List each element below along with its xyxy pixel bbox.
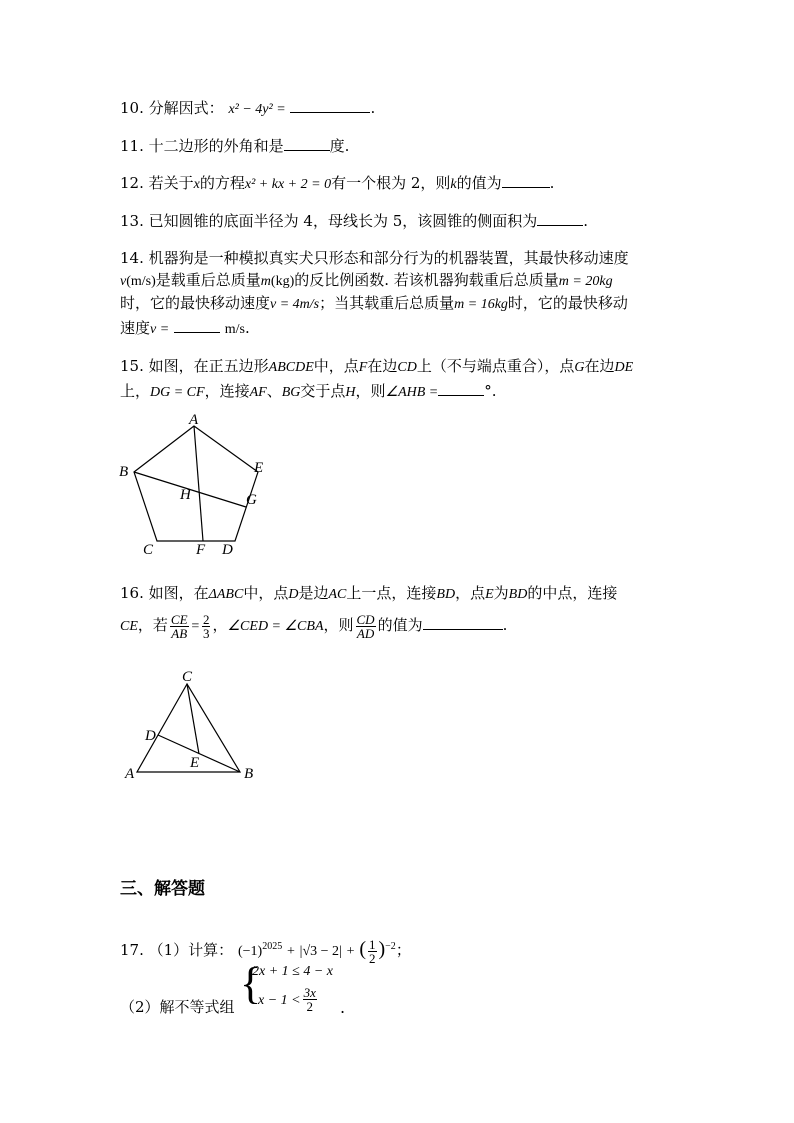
punctuation: . — [244, 319, 250, 337]
question-text: ，则 — [323, 616, 354, 634]
point-label-f: F — [196, 542, 206, 558]
numerator: CD — [356, 611, 375, 627]
math-var: m — [260, 274, 271, 289]
question-text: 在边 — [584, 357, 615, 375]
question-text: 的值为 — [377, 616, 423, 634]
math-var: H — [345, 385, 356, 400]
answer-blank — [290, 98, 370, 113]
question-text: 若关于 — [148, 174, 194, 192]
question-text: 上一点，连接 — [346, 584, 437, 602]
question-text: 有一个根为 2，则 — [331, 174, 451, 192]
vertex-label-b: B — [119, 464, 129, 480]
fraction-ce-ab — [170, 613, 189, 640]
question-14-line-2 — [120, 270, 613, 292]
math-var: D — [288, 587, 299, 602]
question-13 — [120, 211, 588, 231]
question-text: 的中点，连接 — [527, 584, 618, 602]
question-text: 的方程 — [199, 174, 245, 192]
question-text: 如图，在 — [148, 584, 209, 602]
question-15-line-1 — [120, 356, 633, 378]
vertex-label-c: C — [182, 669, 193, 685]
math-var: v — [120, 274, 127, 289]
vertex-label-c: C — [143, 542, 154, 558]
question-11 — [120, 136, 349, 156]
question-10 — [120, 98, 375, 120]
question-14-line-3 — [120, 293, 628, 315]
question-14-line-1 — [120, 248, 629, 268]
vertex-label-a: A — [189, 412, 199, 428]
point-label-g: G — [246, 492, 257, 508]
question-text: （2）解不等式组 — [120, 998, 235, 1016]
answer-blank — [284, 136, 330, 151]
question-number: 13. — [120, 212, 144, 230]
vertex-label-e: E — [254, 460, 264, 476]
math-expression: x − 1 < — [258, 993, 301, 1008]
question-text: 已知圆锥的底面半径为 4，母线长为 5，该圆锥的侧面积为 — [148, 212, 538, 230]
question-16-line-1 — [120, 583, 617, 605]
math-var: CE — [120, 619, 138, 634]
question-text: 机器狗是一种模拟真实犬只形态和部分行为的机器装置，其最快移动速度 — [148, 249, 629, 267]
question-text-end: 度. — [329, 137, 350, 155]
vertex-label-b: B — [244, 766, 254, 782]
numerator: 3x — [303, 985, 316, 1000]
question-number: 15. — [120, 357, 144, 375]
inequality-2 — [258, 986, 319, 1013]
question-text: ，则 — [355, 382, 386, 400]
question-text: 分解因式： — [148, 99, 224, 117]
math-var: G — [574, 360, 585, 375]
math-expression: m = 20kg — [558, 274, 613, 289]
pentagon-figure — [110, 410, 280, 560]
math-var: BD — [436, 587, 456, 602]
question-number: 10. — [120, 99, 144, 117]
fraction-two-thirds — [202, 613, 211, 640]
math-expression: ∠AHB = — [385, 385, 439, 400]
math-var: BG — [281, 385, 301, 400]
question-text: 的值为 — [456, 174, 502, 192]
triangle-figure — [120, 668, 270, 786]
unit: m/s — [224, 322, 245, 337]
math-expression: m = 16kg — [454, 297, 508, 312]
question-text: ， — [212, 616, 228, 634]
math-var: AC — [328, 587, 347, 602]
fraction-one-half — [368, 938, 377, 965]
math-var: BD — [508, 587, 528, 602]
brace: { — [240, 959, 262, 1008]
math-expression: ∠CED = ∠CBA — [227, 619, 324, 634]
question-number: 12. — [120, 174, 144, 192]
question-text: 速度 — [120, 319, 151, 337]
question-text: 如图，在正五边形 — [148, 357, 269, 375]
section-heading: 三、解答题 — [120, 879, 205, 899]
punctuation: . — [502, 616, 508, 634]
segment-af — [194, 426, 203, 541]
punctuation: . — [583, 212, 589, 230]
point-label-h: H — [180, 487, 191, 503]
question-text: ，若 — [137, 616, 168, 634]
numerator: 2 — [202, 611, 210, 627]
question-number: 11. — [120, 137, 144, 155]
denominator: 2 — [369, 950, 376, 966]
denominator: 3 — [202, 625, 210, 641]
question-text: 是载重后总质量 — [155, 271, 261, 289]
question-text: 十二边形的外角和是 — [148, 137, 284, 155]
question-17-part-1 — [120, 932, 411, 967]
fraction-cd-ad — [356, 613, 376, 640]
question-text: 的反比例函数. 若该机器狗载重后总质量 — [294, 271, 559, 289]
math-var: AF — [249, 385, 267, 400]
unit: (kg) — [270, 274, 295, 289]
paren-close: ) — [378, 938, 386, 960]
vertex-label-a: A — [125, 766, 135, 782]
math-var: ABCDE — [268, 360, 314, 375]
question-text: 上， — [120, 382, 151, 400]
point-label-d: D — [145, 728, 156, 744]
question-text: 中，点 — [313, 357, 359, 375]
denominator: AD — [356, 625, 375, 641]
question-number: 16. — [120, 584, 144, 602]
pentagon-outline — [134, 426, 258, 541]
math-operator: + — [286, 944, 295, 959]
question-text: 是边 — [298, 584, 329, 602]
punctuation: ； — [395, 941, 411, 959]
question-text: 上（不与端点重合），点 — [416, 357, 575, 375]
question-15-line-2 — [120, 381, 497, 403]
math-expression: v = — [150, 322, 170, 337]
exponent: −2 — [385, 941, 396, 952]
punctuation: . — [340, 998, 346, 1017]
punctuation: . — [549, 174, 555, 192]
denominator: 2 — [306, 999, 313, 1014]
answer-blank — [423, 615, 503, 630]
math-equation: x² + kx + 2 = 0 — [244, 177, 332, 192]
punctuation: °. — [484, 382, 497, 400]
math-var: DE — [614, 360, 634, 375]
question-text: 在边 — [367, 357, 398, 375]
math-expression: DG = CF — [150, 385, 205, 400]
question-text: 交于点 — [300, 382, 346, 400]
question-number: 17. — [120, 941, 144, 959]
answer-blank — [438, 381, 484, 396]
question-17-part-2 — [120, 997, 235, 1017]
math-var: CD — [397, 360, 417, 375]
point-label-e: E — [190, 755, 200, 771]
unit: (m/s) — [126, 274, 156, 289]
math-var: ΔABC — [208, 587, 244, 602]
question-16-line-2 — [120, 612, 507, 640]
vertex-label-d: D — [222, 542, 233, 558]
punctuation: . — [370, 99, 376, 117]
question-text: （1）计算： — [148, 941, 234, 959]
math-expression: x² − 4y² = — [228, 102, 286, 117]
numerator: 1 — [369, 936, 376, 952]
math-operator: + — [346, 944, 355, 959]
question-12 — [120, 173, 554, 195]
math-expression: |√3 − 2| — [299, 944, 342, 959]
question-14-line-4 — [120, 318, 250, 340]
question-text: ，连接 — [204, 382, 250, 400]
answer-blank — [537, 211, 583, 226]
answer-blank — [502, 173, 550, 188]
question-text: ；当其载重后总质量 — [319, 294, 455, 312]
question-text: 时，它的最快移动 — [507, 294, 628, 312]
math-var: F — [358, 360, 368, 375]
exponent: 2025 — [262, 941, 283, 952]
fraction-3x-2 — [303, 986, 317, 1013]
math-var: x — [193, 177, 200, 192]
question-text: 中，点 — [243, 584, 289, 602]
answer-blank — [174, 318, 220, 333]
math-expression: v = 4m/s — [270, 297, 320, 312]
math-operator: = — [190, 619, 200, 634]
denominator: AB — [171, 625, 188, 641]
math-var: E — [485, 587, 494, 602]
inequality-1: 2x + 1 ≤ 4 − x — [252, 964, 334, 979]
question-text: 、 — [266, 382, 282, 400]
math-expression: (−1) — [237, 944, 263, 959]
question-text: 为 — [493, 584, 509, 602]
question-number: 14. — [120, 249, 144, 267]
question-text: 时，它的最快移动速度 — [120, 294, 271, 312]
paren-open: ( — [359, 938, 366, 960]
numerator: CE — [170, 611, 188, 627]
question-text: ，点 — [455, 584, 486, 602]
math-var: k — [450, 177, 457, 192]
